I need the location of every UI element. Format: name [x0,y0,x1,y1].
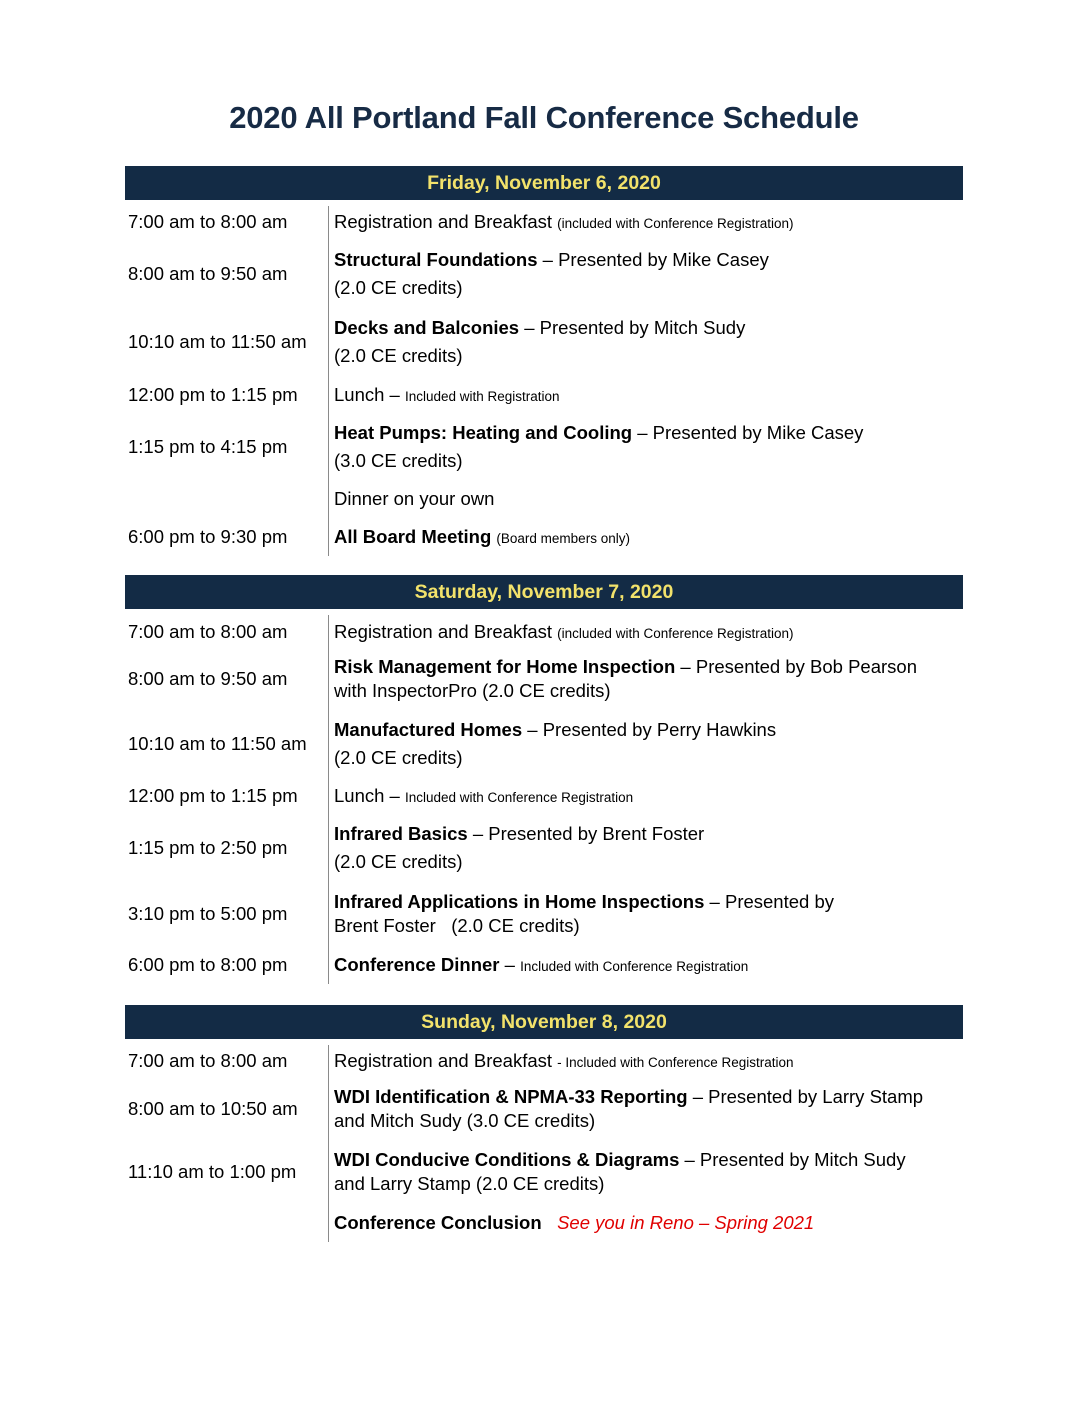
schedule-row [125,778,963,813]
session-time: 8:00 am to 9:50 am [128,262,288,284]
schedule-row [125,206,963,238]
session-description [334,813,964,882]
session-credits: and Larry Stamp (2.0 CE credits) [334,1173,605,1194]
session-title: Registration and Breakfast [334,1050,553,1071]
schedule-row [125,813,963,882]
session-title: WDI Identification & NPMA-33 Reporting [334,1086,688,1107]
schedule-row [125,648,963,709]
session-time: 1:15 pm to 2:50 pm [128,836,288,858]
session-title: Risk Management for Home Inspection [334,655,676,677]
schedule-row [125,414,963,480]
session-description [334,375,964,414]
session-title: Lunch – [334,383,405,405]
schedule-row [125,709,963,778]
session-presenter: – [499,953,521,975]
session-time: 11:10 am to 1:00 pm [128,1161,297,1182]
session-credits: (2.0 CE credits) [334,345,463,366]
session-credits: and Mitch Sudy (3.0 CE credits) [334,1110,596,1131]
session-description [334,480,964,518]
schedule-row [125,480,963,518]
session-time: 12:00 pm to 1:15 pm [128,784,298,806]
session-title: Heat Pumps: Heating and Cooling [334,422,633,443]
session-description [334,709,964,778]
day-header: Sunday, November 8, 2020 [125,1005,963,1039]
session-credits: (2.0 CE credits) [334,850,463,872]
session-time: 6:00 pm to 8:00 pm [128,953,288,975]
schedule-row [125,375,963,414]
day-section-sunday [125,1005,963,1242]
session-description [334,1045,964,1077]
schedule-row [125,945,963,984]
day-section-saturday [125,575,963,984]
session-time: 10:10 am to 11:50 am [128,331,307,352]
day-header: Saturday, November 7, 2020 [125,575,963,609]
session-time: 8:00 am to 9:50 am [128,667,288,689]
schedule-row [125,1045,963,1077]
session-title: Registration and Breakfast [334,620,553,642]
session-title: Lunch – [334,784,405,806]
schedule-row [125,1141,963,1203]
session-time: 10:10 am to 11:50 am [128,732,307,754]
session-title: All Board Meeting [334,526,492,547]
session-description [334,518,964,556]
session-title: Dinner on your own [334,488,495,509]
session-title: Infrared Basics [334,822,468,844]
session-credits: (3.0 CE credits) [334,450,463,471]
schedule-row [125,309,963,375]
session-presenter: – Presented by [704,890,834,912]
session-presenter: – Presented by Bob Pearson [675,655,917,677]
session-presenter: – Presented by Mike Casey [537,248,769,270]
schedule-row [125,615,963,648]
session-title: Decks and Balconies [334,317,520,338]
session-description [334,238,964,309]
session-title: Infrared Applications in Home Inspections [334,890,705,912]
session-description [334,414,964,480]
session-title: Conference Conclusion [334,1211,542,1233]
session-description [334,945,964,984]
session-credits: with InspectorPro (2.0 CE credits) [334,679,611,701]
schedule-row [125,238,963,309]
session-description [334,1141,964,1203]
session-description [334,615,964,648]
schedule-rows [125,206,963,556]
session-description [334,309,964,375]
day-header: Friday, November 6, 2020 [125,166,963,200]
schedule-rows [125,615,963,984]
session-time: 7:00 am to 8:00 am [128,211,288,232]
schedule-row [125,1203,963,1242]
session-time: 3:10 pm to 5:00 pm [128,902,288,924]
session-presenter: – Presented by Mike Casey [632,422,864,443]
session-title: Conference Dinner [334,953,500,975]
session-note: Included with Conference Registration [520,958,749,974]
session-note: (included with Conference Registration) [557,216,794,231]
session-presenter: – Presented by Mitch Sudy [519,317,746,338]
session-note: Included with Conference Registration [404,789,634,805]
session-title: Manufactured Homes [334,718,523,740]
session-time: 1:15 pm to 4:15 pm [128,436,288,457]
session-note: (included with Conference Registration) [557,625,794,641]
session-time: 7:00 am to 8:00 am [128,620,288,642]
session-description [334,206,964,238]
day-section-friday [125,166,963,556]
schedule-row [125,518,963,556]
session-title: Registration and Breakfast [334,211,553,232]
session-presenter: – Presented by Brent Foster [467,822,705,844]
session-description [334,1203,964,1242]
schedule-rows [125,1045,963,1242]
session-presenter: – Presented by Perry Hawkins [522,718,777,740]
session-description [334,778,964,813]
schedule-row [125,1077,963,1141]
session-time: 7:00 am to 8:00 am [128,1050,288,1071]
session-title: Structural Foundations [334,248,538,270]
session-description [334,882,964,945]
closing-message: See you in Reno – Spring 2021 [557,1211,815,1233]
session-presenter: – Presented by Larry Stamp [687,1086,924,1107]
session-note: Included with Registration [404,388,560,404]
session-presenter: – Presented by Mitch Sudy [679,1149,906,1170]
page-title: 2020 All Portland Fall Conference Schedule [229,100,859,135]
session-title: WDI Conducive Conditions & Diagrams [334,1149,680,1170]
session-description [334,648,964,709]
session-credits: (2.0 CE credits) [334,746,463,768]
session-time: 12:00 pm to 1:15 pm [128,383,298,405]
session-description [334,1077,964,1141]
session-note: - Included with Conference Registration [557,1055,794,1070]
session-note: (Board members only) [496,531,630,546]
schedule-row [125,882,963,945]
session-credits: (2.0 CE credits) [334,276,463,298]
session-time: 8:00 am to 10:50 am [128,1098,298,1119]
session-time: 6:00 pm to 9:30 pm [128,526,288,547]
session-credits: Brent Foster (2.0 CE credits) [334,914,580,936]
